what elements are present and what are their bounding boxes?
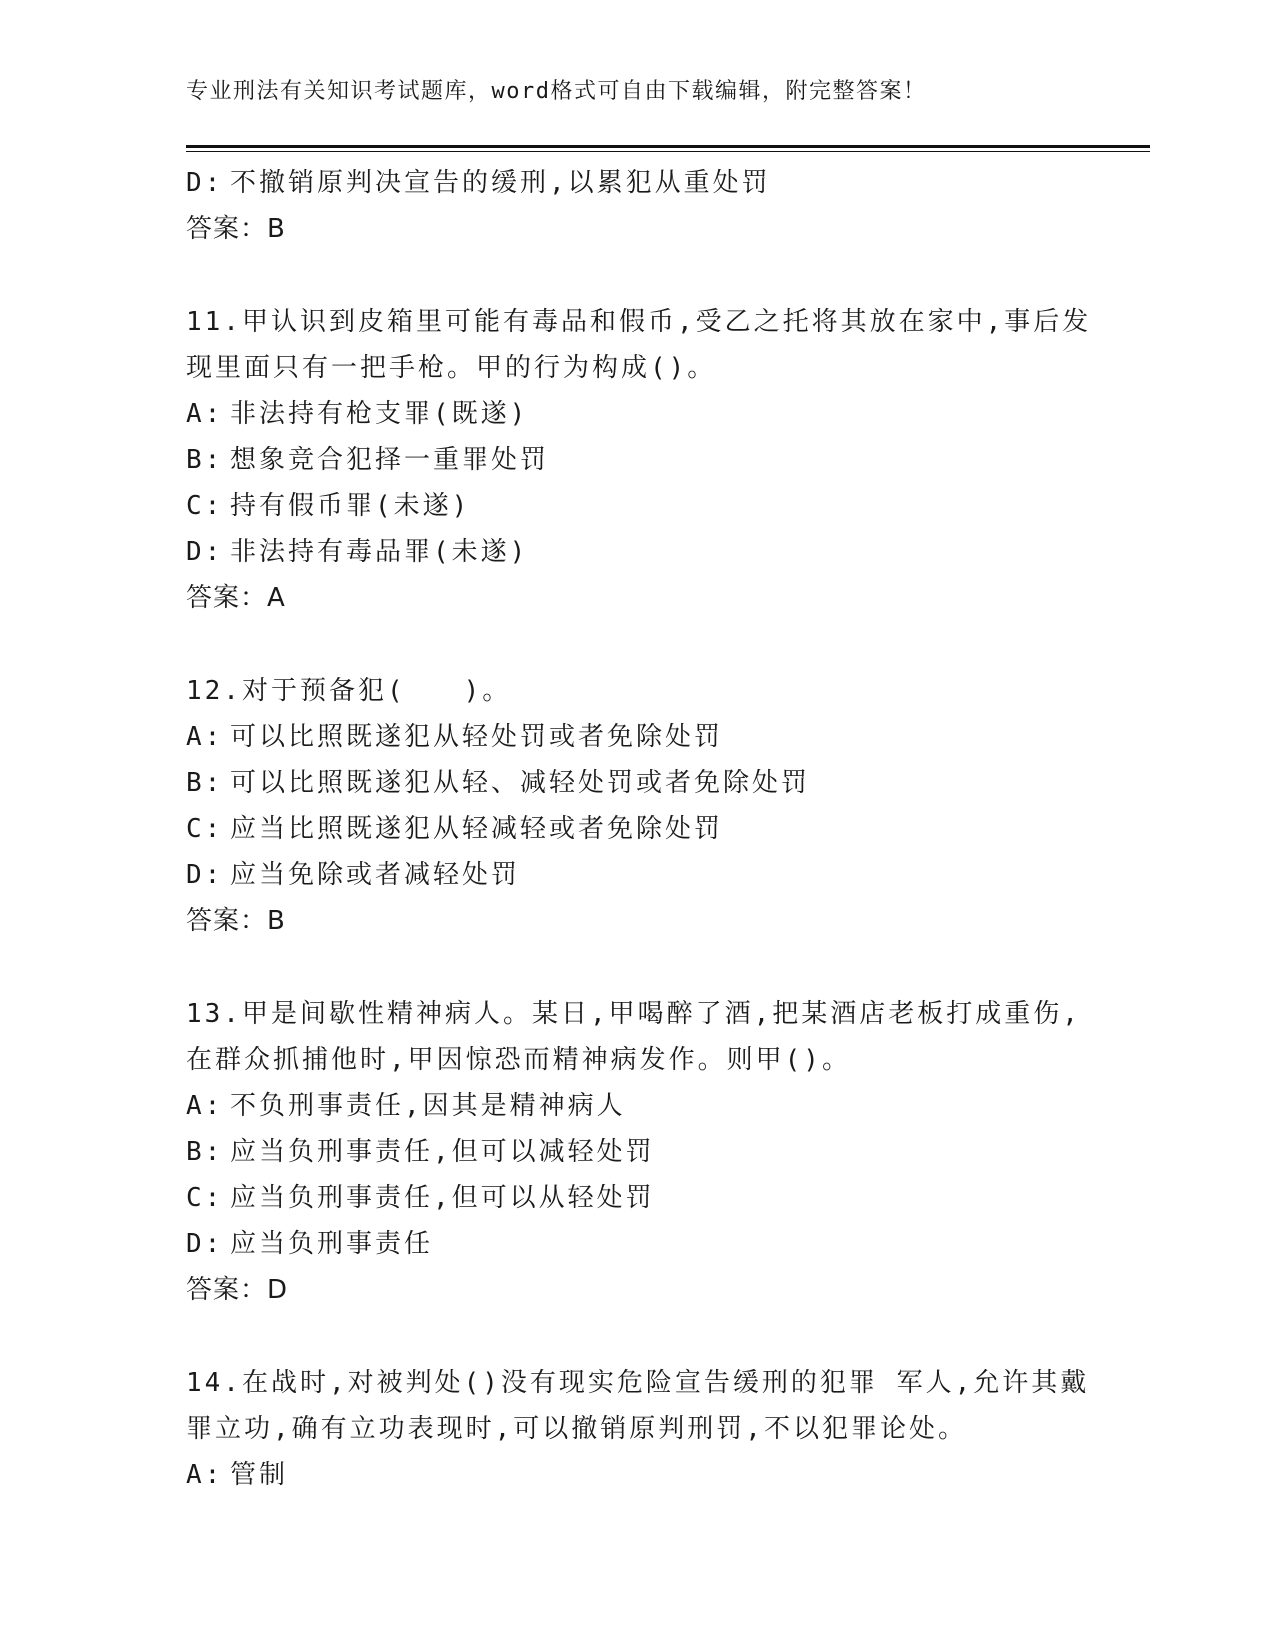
question-stem-line: 12.对于预备犯( )。 <box>186 676 512 706</box>
answer-line: 答案：B <box>186 906 286 936</box>
option-line <box>186 806 1096 852</box>
option-text: 不负刑事责任,因其是精神病人 <box>230 1091 626 1121</box>
option-line <box>186 391 1096 437</box>
option-key: C: <box>186 491 224 521</box>
prev-question-block <box>186 160 1096 252</box>
option-line <box>186 852 1096 898</box>
question-content <box>186 160 1096 1498</box>
option-text: 可以比照既遂犯从轻、减轻处罚或者免除处罚 <box>230 768 811 798</box>
option-key: D: <box>186 1229 224 1259</box>
option-text: 应当负刑事责任,但可以减轻处罚 <box>230 1137 655 1167</box>
option-text: 可以比照既遂犯从轻处罚或者免除处罚 <box>230 722 724 752</box>
option-line <box>186 437 1096 483</box>
option-text: 非法持有毒品罪(未遂) <box>230 537 529 567</box>
option-key: D: <box>186 537 224 567</box>
answer-line: 答案：A <box>186 583 286 613</box>
option-text: 应当负刑事责任 <box>230 1229 434 1259</box>
option-key: A: <box>186 1460 224 1490</box>
option-line <box>186 1221 1096 1267</box>
option-key: B: <box>186 768 224 798</box>
question-14 <box>186 1360 1096 1498</box>
spacer <box>186 944 1096 991</box>
question-stem-line: 11.甲认识到皮箱里可能有毒品和假币,受乙之托将其放在家中,事后发 <box>186 307 1092 337</box>
option-text: 管制 <box>230 1460 289 1490</box>
option-text: 应当负刑事责任,但可以从轻处罚 <box>230 1183 655 1213</box>
option-text: 想象竞合犯择一重罪处罚 <box>230 445 550 475</box>
option-line <box>186 760 1096 806</box>
option-line <box>186 1452 1096 1498</box>
question-stem-line: 现里面只有一把手枪。甲的行为构成()。 <box>186 353 717 383</box>
answer-line: 答案：B <box>186 214 286 244</box>
option-key: A: <box>186 722 224 752</box>
answer-line: 答案：D <box>186 1275 289 1305</box>
question-stem-line: 14.在战时,对被判处()没有现实危险宣告缓刑的犯罪 军人,允许其戴 <box>186 1368 1090 1398</box>
question-13 <box>186 991 1096 1313</box>
option-key: D: <box>186 168 224 198</box>
option-key: C: <box>186 1183 224 1213</box>
question-11 <box>186 299 1096 621</box>
option-key: B: <box>186 1137 224 1167</box>
page-header: 专业刑法有关知识考试题库，word格式可自由下载编辑，附完整答案！ <box>186 79 927 104</box>
option-line <box>186 529 1096 575</box>
header-rule-thick <box>186 145 1150 148</box>
option-line <box>186 1129 1096 1175</box>
option-text: 非法持有枪支罪(既遂) <box>230 399 529 429</box>
option-key: B: <box>186 445 224 475</box>
option-text: 持有假币罪(未遂) <box>230 491 471 521</box>
spacer <box>186 252 1096 299</box>
spacer <box>186 621 1096 668</box>
option-line <box>186 1175 1096 1221</box>
option-key: C: <box>186 814 224 844</box>
option-text: 应当比照既遂犯从轻减轻或者免除处罚 <box>230 814 724 844</box>
option-line <box>186 1083 1096 1129</box>
option-line <box>186 160 1096 206</box>
option-key: D: <box>186 860 224 890</box>
question-12 <box>186 668 1096 944</box>
option-line <box>186 714 1096 760</box>
option-key: A: <box>186 1091 224 1121</box>
question-stem-line: 罪立功,确有立功表现时,可以撤销原判刑罚,不以犯罪论处。 <box>186 1414 967 1444</box>
option-text: 不撤销原判决宣告的缓刑,以累犯从重处罚 <box>230 168 771 198</box>
question-stem-line: 在群众抓捕他时,甲因惊恐而精神病发作。则甲()。 <box>186 1045 851 1075</box>
header-rule-thin <box>186 151 1150 152</box>
option-line <box>186 483 1096 529</box>
question-stem-line: 13.甲是间歇性精神病人。某日,甲喝醉了酒,把某酒店老板打成重伤, <box>186 999 1081 1029</box>
option-text: 应当免除或者减轻处罚 <box>230 860 521 890</box>
option-key: A: <box>186 399 224 429</box>
spacer <box>186 1313 1096 1360</box>
